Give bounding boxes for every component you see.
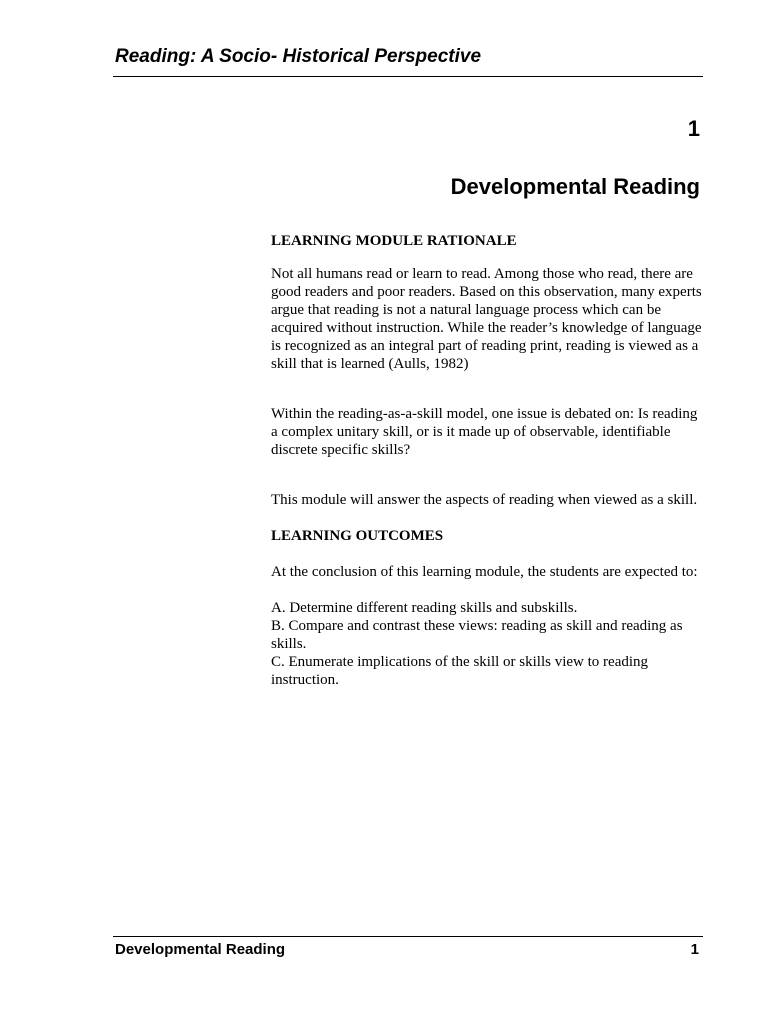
chapter-number: 1: [687, 116, 700, 141]
page-header: [113, 44, 703, 77]
document-body: [271, 232, 706, 689]
rationale-heading: LEARNING MODULE RATIONALE: [271, 233, 517, 249]
footer-title: Developmental Reading: [115, 941, 286, 958]
outcomes-list: [271, 599, 706, 689]
rationale-paragraph-1: Not all humans read or learn to read. Among those who read, there are good readers and poor readers. Based on this observation, many experts argue that reading is not a natural language process which can be acquired without instruction. While the reader’s knowledge of language is recognized as an integral part of reading print, reading is viewed as a skill that is learned (Aulls, 1982): [271, 266, 702, 372]
footer-page-number: 1: [690, 941, 699, 958]
outcomes-heading: LEARNING OUTCOMES: [271, 528, 444, 544]
running-header-title: Reading: A Socio- Historical Perspective: [115, 46, 482, 67]
rationale-paragraph-3: This module will answer the aspects of reading when viewed as a skill.: [271, 492, 698, 508]
outcome-item-a: A. Determine different reading skills and subskills.: [271, 600, 578, 616]
chapter-title: Developmental Reading: [450, 174, 700, 199]
outcome-item-c: C. Enumerate implications of the skill or skills view to reading instruction.: [271, 654, 649, 688]
page-footer: [113, 936, 703, 963]
rationale-paragraph-2: Within the reading-as-a-skill model, one issue is debated on: Is reading a complex unitary skill, or is it made up of observable, identifiable discrete specific skills?: [271, 406, 698, 458]
outcome-item-b: B. Compare and contrast these views: reading as skill and reading as skills.: [271, 618, 683, 652]
outcomes-intro: At the conclusion of this learning module, the students are expected to:: [271, 564, 698, 580]
